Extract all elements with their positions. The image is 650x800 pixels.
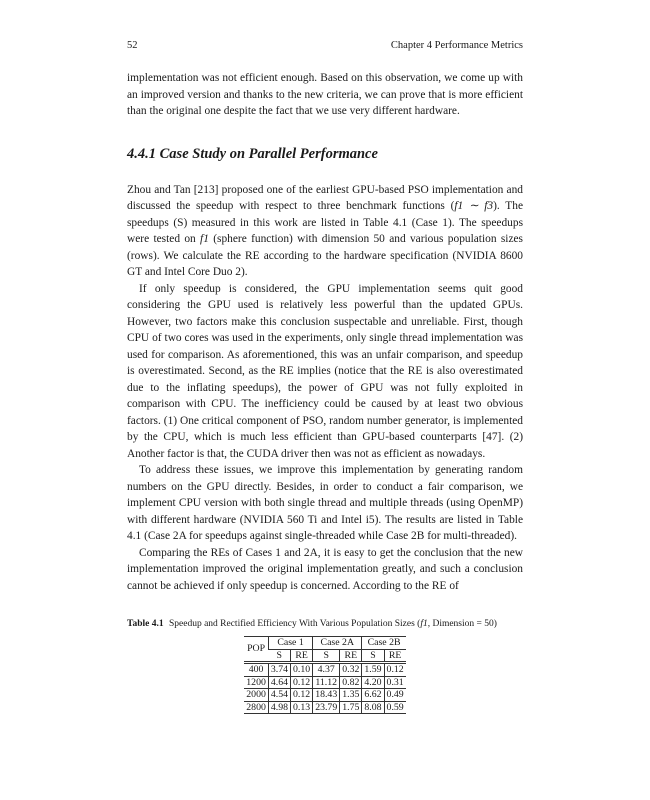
table-cell: 0.32 bbox=[340, 663, 362, 677]
table-cell: 2800 bbox=[244, 701, 268, 714]
p1-text-after: (sphere function) with dimension 50 and various population sizes (rows). We calculate the RE according to the hardware specification (NVIDIA 8600 GT and Intel Core Duo 2). bbox=[127, 233, 523, 278]
sub-header: RE bbox=[384, 649, 406, 663]
table-cell: 0.82 bbox=[340, 676, 362, 689]
table-caption-label: Table 4.1 bbox=[127, 619, 164, 629]
table-wrap bbox=[127, 636, 523, 714]
section-heading: 4.4.1 Case Study on Parallel Performance bbox=[127, 145, 378, 162]
intro-paragraph: implementation was not efficient enough. Based on this observation, we come up with an improved version and thanks to the new criteria, we can prove that is more efficient than the original one despite the fact that we use very different hardware. bbox=[127, 72, 523, 117]
case-header: Case 1 bbox=[268, 637, 312, 650]
table-cell: 4.54 bbox=[268, 689, 290, 702]
table-cell: 0.59 bbox=[384, 701, 406, 714]
table-cell: 3.74 bbox=[268, 663, 290, 677]
p1-text-mid: ). The speedups (S) measured in this work are listed in Table 4.1 (Case 1). The speedups were tested on bbox=[127, 200, 523, 245]
table-caption-text-after: , Dimension = 50) bbox=[427, 619, 497, 629]
table-cell: 0.49 bbox=[384, 689, 406, 702]
table-cell: 6.62 bbox=[362, 689, 384, 702]
sub-header: RE bbox=[291, 649, 313, 663]
paragraph-1 bbox=[127, 182, 523, 281]
chapter-title: Chapter 4 Performance Metrics bbox=[390, 40, 523, 51]
table-cell: 18.43 bbox=[313, 689, 340, 702]
table-row bbox=[244, 676, 405, 689]
book-page bbox=[127, 40, 523, 714]
table-row bbox=[244, 689, 405, 702]
sub-header: S bbox=[313, 649, 340, 663]
table-cell: 0.10 bbox=[291, 663, 313, 677]
table-cell: 0.12 bbox=[384, 663, 406, 677]
sub-header: RE bbox=[340, 649, 362, 663]
table-cell: 8.08 bbox=[362, 701, 384, 714]
paragraph-4: Comparing the REs of Cases 1 and 2A, it is easy to get the conclusion that the new implementation improved the original implementation greatly, and such a conclusion cannot be achieved if only speedup is concerned. According to the RE of bbox=[127, 546, 523, 592]
table-cell: 2000 bbox=[244, 689, 268, 702]
table-cell: 4.37 bbox=[313, 663, 340, 677]
table-caption bbox=[127, 618, 523, 630]
table-cell: 11.12 bbox=[313, 676, 340, 689]
table-cell: 0.12 bbox=[291, 676, 313, 689]
table-cell: 400 bbox=[244, 663, 268, 677]
table-row bbox=[244, 663, 405, 677]
sub-header: S bbox=[362, 649, 384, 663]
table-row bbox=[244, 701, 405, 714]
table-cell: 0.13 bbox=[291, 701, 313, 714]
page-number: 52 bbox=[127, 40, 138, 51]
case-header: Case 2B bbox=[362, 637, 406, 650]
case-header: Case 2A bbox=[313, 637, 362, 650]
table-cell: 0.31 bbox=[384, 676, 406, 689]
p1-text-before: Zhou and Tan [213] proposed one of the earliest GPU-based PSO implementation and discussed the speedup with respect to three benchmark functions ( bbox=[127, 183, 523, 212]
table-cell: 0.12 bbox=[291, 689, 313, 702]
table-cell: 4.98 bbox=[268, 701, 290, 714]
pop-header: POP bbox=[244, 637, 268, 663]
p1-math-2: f1 bbox=[200, 233, 209, 245]
paragraph-2: If only speedup is considered, the GPU implementation seems quit good considering the GPU used is relatively less powerful than the updated GPUs. However, two factors make this conclusion suspectable and unreliable. First, though CPU of two cores was used in the experiments, only single thread implementation was used for comparison. As aforementioned, this was an unfair comparison, and speedup is overestimated. Second, as the RE implies (notice that the RE is also overestimated due to the inflating speedups), the power of GPU was not fully exploited in comparison with CPU. The inefficiency could be caused by at least two obvious factors. (1) One critical component of PSO, random number generator, is implemented by the CPU, which is much less efficient than GPU-based counterparts [47]. (2) Another factor is that, the CUDA driver then was not as efficient as nowadays. bbox=[127, 282, 523, 460]
table-caption-math: f1 bbox=[420, 619, 428, 629]
table-cell: 4.20 bbox=[362, 676, 384, 689]
sub-header: S bbox=[268, 649, 290, 663]
table-cell: 1.75 bbox=[340, 701, 362, 714]
running-head bbox=[127, 40, 523, 54]
table-cell: 1.35 bbox=[340, 689, 362, 702]
results-table bbox=[244, 636, 405, 714]
table-cell: 1200 bbox=[244, 676, 268, 689]
intro-block bbox=[127, 70, 523, 120]
paragraph-3: To address these issues, we improve this implementation by generating random numbers on the GPU directly. Besides, in order to conduct a fair comparison, we implement CPU version with both single thread and multiple threads (using OpenMP) with different hardware (NVIDIA 560 Ti and Intel i5). The results are listed in Table 4.1 (Case 2A for speedups against single-threaded while Case 2B for multi-threaded). bbox=[127, 464, 523, 542]
table-cell: 1.59 bbox=[362, 663, 384, 677]
table-caption-text-before: Speedup and Rectified Efficiency With Various Population Sizes ( bbox=[168, 619, 421, 629]
p1-math: f1 ∼ f3 bbox=[454, 200, 494, 212]
table-cell: 4.64 bbox=[268, 676, 290, 689]
table-cell: 23.79 bbox=[313, 701, 340, 714]
